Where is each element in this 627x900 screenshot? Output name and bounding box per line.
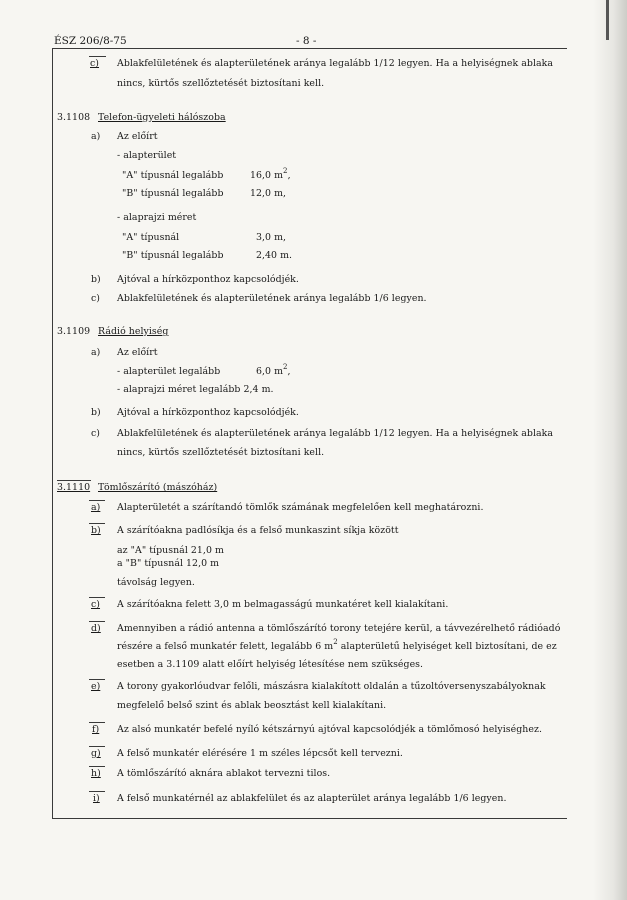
s1108-a-label: a) [91, 131, 101, 142]
label-overline [89, 56, 106, 57]
s1110-a-text: Alapterületét a szárítandó tömlők számának megfelelően kell meghatározni. [117, 502, 484, 513]
s1110-d-label: d) [91, 623, 101, 634]
s1108-area-row-b-type: "B" típusnál legalább [122, 188, 224, 199]
s1108-b-label: b) [91, 274, 101, 285]
s1108-area-head: - alapterület [117, 150, 177, 161]
s1108-area-row-b-value: 12,0 m, [250, 188, 287, 199]
s1110-b-text: A szárítóakna padlósíkja és a felső munkaszint síkja között [117, 525, 399, 536]
s1110-i-text: A felső munkatérnél az ablakfelület és az alapterület aránya legalább 1/6 legyen. [117, 793, 507, 804]
s1108-dim-row-b-value: 2,40 m. [256, 250, 293, 261]
intro-label: c) [90, 58, 100, 69]
s1108-dim-row-b-type: "B" típusnál legalább [122, 250, 224, 261]
s1109-row-2-text: - alaprajzi méret legalább 2,4 m. [117, 384, 274, 395]
s1110-g-text: A felső munkatér elérésére 1 m széles lépcsőt kell tervezni. [117, 748, 403, 759]
section-1109-title: Rádió helyiség [98, 326, 169, 337]
page-number: - 8 - [296, 35, 317, 47]
s1109-b-text: Ajtóval a hírközponthoz kapcsolódjék. [117, 407, 299, 418]
s1109-a-label: a) [91, 347, 101, 358]
s1108-area-row-a-value: 16,0 $m^2$, [250, 167, 291, 181]
s1108-dim-head: - alaprajzi méret [117, 212, 197, 223]
s1110-i-label: i) [93, 793, 100, 804]
s1110-e-line-1: A torony gyakorlóudvar felőli, mászásra kialakított oldalán a tűzoltóversenyszabályoknak [117, 681, 546, 692]
label-overline [89, 722, 105, 723]
header-rule [52, 48, 567, 49]
s1110-h-text: A tömlőszárító aknára ablakot tervezni tilos. [117, 768, 331, 779]
s1110-d-line-3: esetben a 3.1109 alatt előírt helyiség létesítése nem szükséges. [117, 659, 424, 670]
label-overline [89, 500, 105, 501]
intro-line-1: Ablakfelületének és alapterületének aránya legalább 1/12 legyen. Ha a helyiségnek ablaka [117, 58, 554, 69]
s1110-b-label: b) [91, 525, 101, 536]
label-overline [89, 791, 105, 792]
s1108-c-text: Ablakfelületének és alapterületének aránya legalább 1/6 legyen. [117, 293, 427, 304]
s1110-g-label: g) [91, 748, 101, 759]
section-1109-number: 3.1109 [57, 326, 91, 337]
s1110-e-line-2: megfelelő belső szint és ablak beosztást kell kialakítani. [117, 700, 387, 711]
s1108-dim-row-a-value: 3,0 m, [256, 232, 287, 243]
s1110-d-line-1: Amennyiben a rádió antenna a tömlőszárító torony tetejére kerül, a távvezérelhető rádióadó [117, 623, 561, 634]
label-overline [89, 621, 105, 622]
s1109-row-1-text: - alapterület legalább [117, 366, 221, 377]
s1110-e-label: e) [91, 681, 101, 692]
label-overline [89, 766, 105, 767]
label-overline [89, 746, 105, 747]
label-overline [89, 597, 105, 598]
scan-edge-shadow [593, 0, 627, 900]
s1110-c-label: c) [91, 599, 101, 610]
s1110-f-text: Az alsó munkatér befelé nyíló kétszárnyú ajtóval kapcsolódjék a tömlőmosó helyiséghez. [117, 724, 542, 735]
s1110-a-label: a) [91, 502, 101, 513]
s1110-d-line-2: részére a felső munkatér felett, legalább 6 $m^2$ alapterületű helyiséget kell biztosítani, de ez [117, 638, 557, 652]
s1109-c-label: c) [91, 428, 101, 439]
s1110-f-label: f) [92, 724, 100, 735]
s1108-dim-row-a-type: "A" típusnál [122, 232, 180, 243]
s1108-area-row-a-type: "A" típusnál legalább [122, 170, 224, 181]
label-overline [89, 679, 105, 680]
s1109-row-1-value: 6,0 $m^2$, [256, 363, 291, 377]
s1109-c-line-1: Ablakfelületének és alapterületének aránya legalább 1/12 legyen. Ha a helyiségnek ablaka [117, 428, 554, 439]
intro-line-2: nincs, kürtős szellőztetését biztosítani kell. [117, 78, 325, 89]
s1110-c-text: A szárítóakna felett 3,0 m belmagasságú munkatéret kell kialakítani. [117, 599, 449, 610]
document-code: ÉSZ 206/8-75 [54, 35, 127, 47]
s1109-a-text: Az előírt [117, 347, 158, 358]
s1109-c-line-2: nincs, kürtős szellőztetését biztosítani kell. [117, 447, 325, 458]
section-1110-number: 3.1110 [57, 482, 91, 493]
s1110-b-row-1: az "A" típusnál 21,0 m [117, 545, 224, 556]
section-1110-title: Tömlőszárító (mászóház) [98, 482, 218, 493]
section-1108-number: 3.1108 [57, 112, 91, 123]
section-1108-title: Telefon-ügyeleti hálószoba [98, 112, 226, 123]
s1110-h-label: h) [91, 768, 101, 779]
s1110-b-row-2: a "B" típusnál 12,0 m [117, 558, 220, 569]
footer-rule [52, 818, 567, 819]
scan-edge-mark [606, 0, 609, 40]
s1108-b-text: Ajtóval a hírközponthoz kapcsolódjék. [117, 274, 299, 285]
margin-rule [52, 48, 53, 818]
section-1110-overline [57, 480, 91, 481]
s1110-b-tail: távolság legyen. [117, 577, 195, 588]
s1108-c-label: c) [91, 293, 101, 304]
label-overline [89, 523, 105, 524]
s1108-a-text: Az előírt [117, 131, 158, 142]
s1109-b-label: b) [91, 407, 101, 418]
